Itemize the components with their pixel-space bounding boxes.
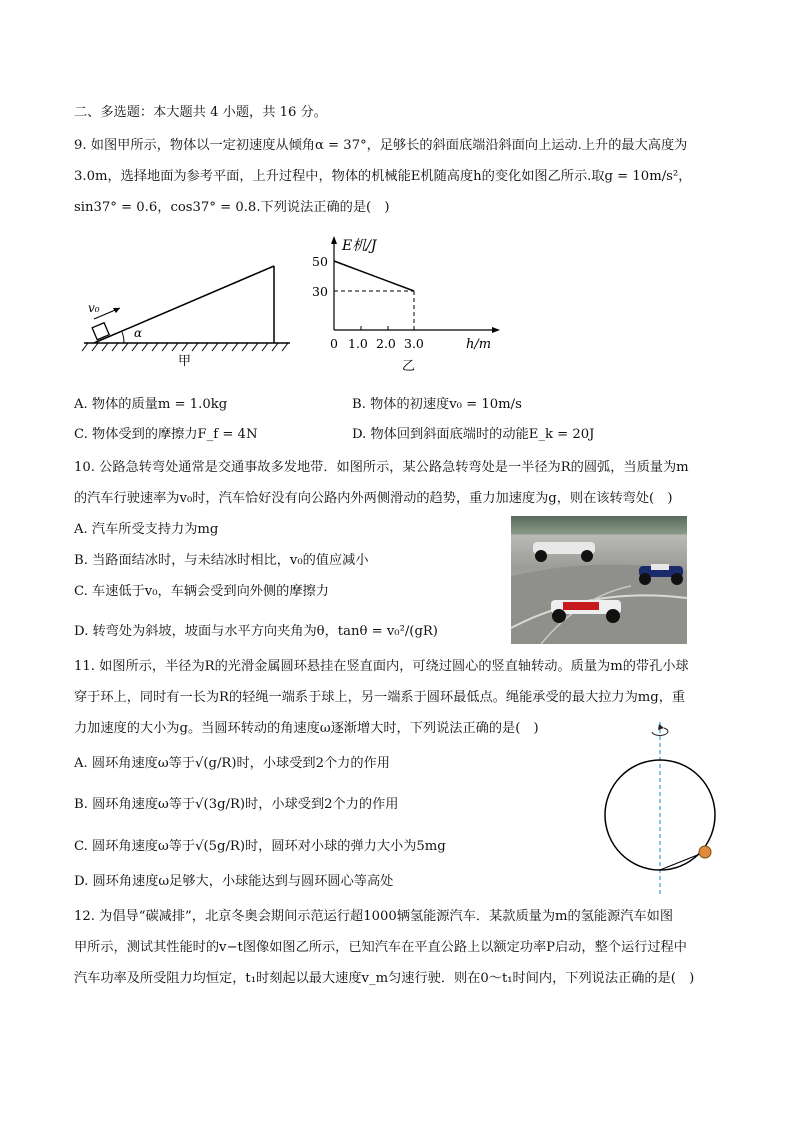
race-car-photo — [511, 516, 687, 644]
q11-option-d[interactable]: D. 圆环角速度ω足够大，小球能达到与圆环圆心等高处 — [74, 874, 394, 889]
q11-stem-line1: 11. 如图所示，半径为R的光滑金属圆环悬挂在竖直面内，可绕过圆心的竖直轴转动。质量为m的带孔小球 — [74, 659, 689, 674]
q11-option-a[interactable]: A. 圆环角速度ω等于√(g/R)时，小球受到2个力的作用 — [74, 756, 390, 771]
q12-stem-line1: 12. 为倡导“碳减排”，北京冬奥会期间示范运行超1000辆氢能源汽车．某款质量为m的氢能源汽车如图 — [74, 909, 674, 924]
q9-stem-line3: sin37° = 0.6，cos37° = 0.8.下列说法正确的是( ) — [74, 200, 390, 215]
q12-stem-line2: 甲所示，测试其性能时的v−t图像如图乙所示，已知汽车在平直公路上以额定功率P启动，整个运行过程中 — [74, 940, 687, 955]
q10-stem-line2: 的汽车行驶速率为v₀时，汽车恰好没有向公路内外两侧滑动的趋势，重力加速度为g，则在该转弯处( ) — [74, 491, 673, 506]
v0-label: v₀ — [88, 301, 100, 315]
q12-stem-line3: 汽车功率及所受阻力均恒定，t₁时刻起以最大速度v_m匀速行驶．则在0～t₁时间内，下列说法正确的是( ) — [74, 971, 695, 986]
y-tick-50: 50 — [312, 254, 328, 269]
q10-stem-line1: 10. 公路急转弯处通常是交通事故多发地带．如图所示，某公路急转弯处是一半径为R的圆弧，当质量为m — [74, 460, 689, 475]
figure-jia-caption: 甲 — [178, 354, 192, 367]
y-tick-30: 30 — [312, 284, 328, 299]
q9-option-a[interactable]: A. 物体的质量m = 1.0kg — [74, 397, 228, 412]
q10-option-c[interactable]: C. 车速低于v₀，车辆会受到向外侧的摩擦力 — [74, 584, 329, 599]
q9-stem-line1: 9. 如图甲所示，物体以一定初速度从倾角α = 37°，足够长的斜面底端沿斜面向上运动.上升的最大高度为 — [74, 138, 688, 153]
q10-option-a[interactable]: A. 汽车所受支持力为mg — [74, 522, 219, 537]
q11-option-b[interactable]: B. 圆环角速度ω等于√(3g/R)时，小球受到2个力的作用 — [74, 797, 399, 812]
figure-yi-caption: 乙 — [402, 359, 416, 374]
q11-stem-line3: 力加速度的大小为g。当圆环转动的角速度ω逐渐增大时，下列说法正确的是( ) — [74, 721, 539, 736]
alpha-label: α — [134, 326, 143, 340]
section-title: 二、多选题：本大题共 4 小题，共 16 分。 — [74, 105, 327, 120]
q9-stem-line2: 3.0m，选择地面为参考平面，上升过程中，物体的机械能E机随高度h的变化如图乙所示.取g = 10m/s²， — [74, 169, 692, 184]
q10-option-b[interactable]: B. 当路面结冰时，与未结冰时相比，v₀的值应减小 — [74, 553, 369, 568]
x-tick-2: 2.0 — [376, 336, 396, 351]
x-tick-0: 0 — [330, 336, 338, 351]
figure-yi-graph — [306, 232, 506, 374]
x-tick-1: 1.0 — [348, 336, 368, 351]
q11-stem-line2: 穿于环上，同时有一长为R的轻绳一端系于球上，另一端系于圆环最低点。绳能承受的最大拉力为mg，重 — [74, 690, 686, 705]
q9-option-b[interactable]: B. 物体的初速度v₀ = 10m/s — [352, 397, 522, 412]
x-axis-label: h/m — [466, 337, 492, 352]
race-car-1 — [533, 542, 595, 562]
light-rope — [660, 852, 705, 870]
figure-jia-incline — [78, 255, 298, 367]
q9-option-d[interactable]: D. 物体回到斜面底端时的动能E_k = 20J — [352, 427, 595, 442]
x-tick-3: 3.0 — [404, 336, 424, 351]
figure-ring — [592, 718, 722, 898]
q9-option-c[interactable]: C. 物体受到的摩擦力F_f = 4N — [74, 427, 258, 442]
q11-option-c[interactable]: C. 圆环角速度ω等于√(5g/R)时，圆环对小球的弹力大小为5mg — [74, 839, 446, 854]
ball — [699, 846, 711, 858]
y-axis-label: E机/J — [342, 238, 377, 254]
q10-option-d[interactable]: D. 转弯处为斜坡，坡面与水平方向夹角为θ，tanθ = v₀²/(gR) — [74, 624, 438, 639]
